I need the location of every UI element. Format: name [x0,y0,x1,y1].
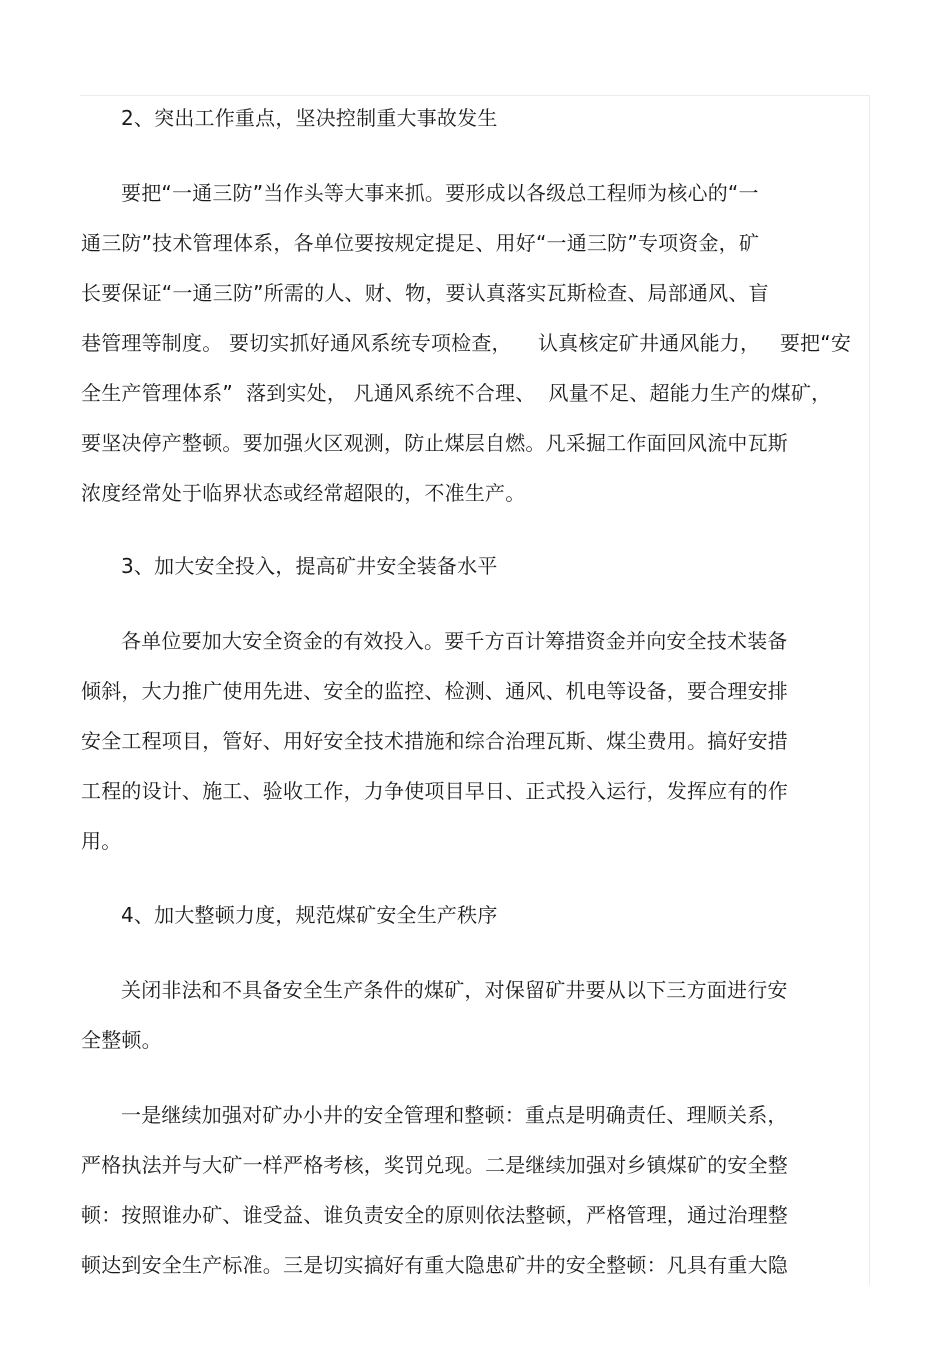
paragraph-line: 通三防”技术管理体系，各单位要按规定提足、用好“一通三防”专项资金，矿 [81,231,760,255]
heading-4: 4、加大整顿力度，规范煤矿安全生产秩序 [121,903,498,927]
paragraph-line: 顿达到安全生产标准。三是切实搞好有重大隐患矿井的安全整顿：凡具有重大隐 [81,1253,788,1277]
paragraph-line: 全生产管理体系” 落到实处， 凡通风系统不合理、 风量不足、超能力生产的煤矿， [81,381,832,405]
paragraph-line: 浓度经常处于临界状态或经常超限的，不准生产。 [81,481,526,505]
paragraph-line: 严格执法并与大矿一样严格考核，奖罚兑现。二是继续加强对乡镇煤矿的安全整 [81,1153,788,1177]
paragraph-line: 关闭非法和不具备安全生产条件的煤矿，对保留矿井要从以下三方面进行安 [121,978,788,1002]
paragraph-line: 巷管理等制度。 要切实抓好通风系统专项检查， 认真核定矿井通风能力， 要把“安 [81,331,852,355]
paragraph-line: 全整顿。 [81,1028,162,1052]
paragraph-line: 倾斜，大力推广使用先进、安全的监控、检测、通风、机电等设备，要合理安排 [81,679,788,703]
paragraph-line: 长要保证“一通三防”所需的人、财、物，要认真落实瓦斯检查、局部通风、盲 [81,281,769,305]
paragraph-line: 工程的设计、施工、验收工作，力争使项目早日、正式投入运行，发挥应有的作 [81,779,788,803]
paragraph-line: 各单位要加大安全资金的有效投入。要千方百计筹措资金并向安全技术装备 [121,629,788,653]
paragraph-line: 要坚决停产整顿。要加强火区观测，防止煤层自燃。凡采掘工作面回风流中瓦斯 [81,431,788,455]
paragraph-line: 安全工程项目，管好、用好安全技术措施和综合治理瓦斯、煤尘费用。搞好安措 [81,729,788,753]
heading-2: 2、突出工作重点，坚决控制重大事故发生 [121,106,498,130]
heading-3: 3、加大安全投入，提高矿井安全装备水平 [121,554,498,578]
paragraph-line: 用。 [81,829,122,853]
paragraph-line: 要把“一通三防”当作头等大事来抓。要形成以各级总工程师为核心的“一 [121,181,759,205]
page-border-top [80,95,870,96]
paragraph-line: 顿：按照谁办矿、谁受益、谁负责安全的原则依法整顿，严格管理，通过治理整 [81,1203,788,1227]
paragraph-line: 一是继续加强对矿办小井的安全管理和整顿：重点是明确责任、理顺关系， [121,1103,788,1127]
page-border-right [869,95,870,1285]
